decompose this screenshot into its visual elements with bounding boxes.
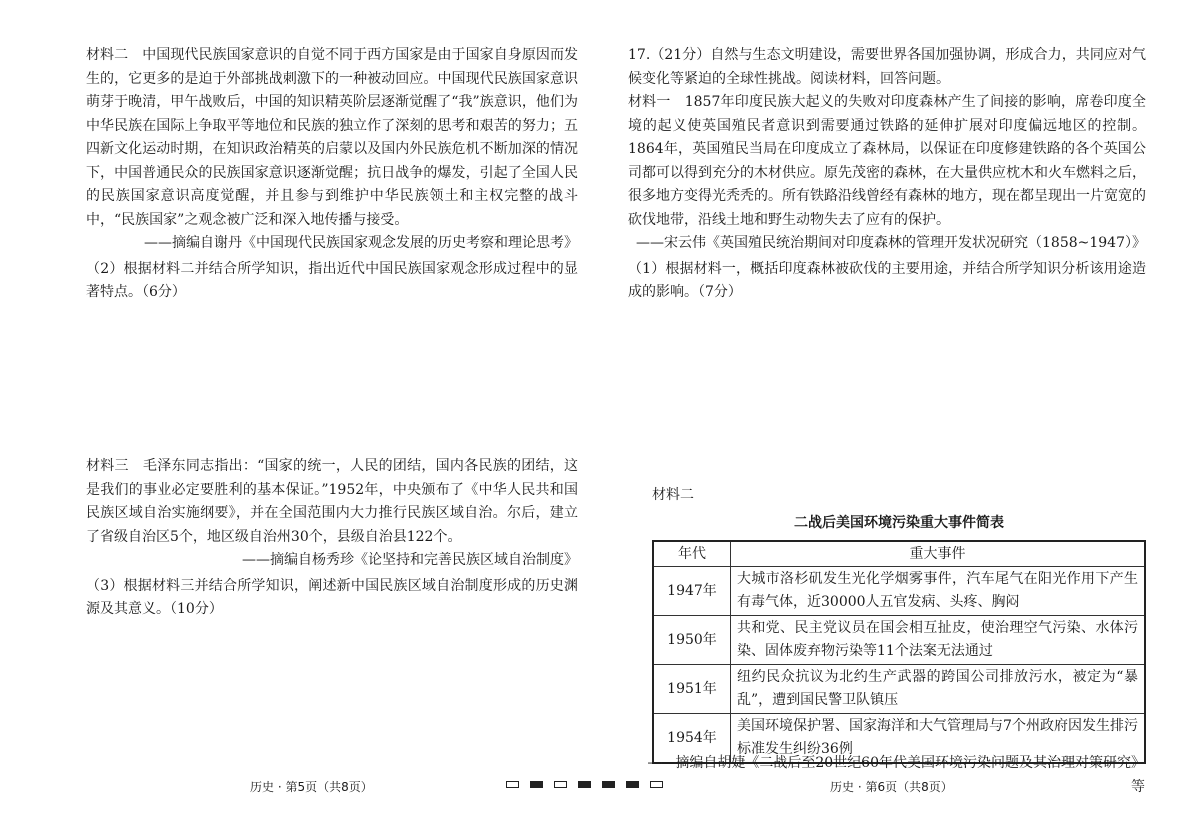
- binding-mark: [626, 781, 639, 788]
- table-cell-event: 大城市洛杉矶发生光化学烟雾事件，汽车尾气在阳光作用下产生有毒气体，近30000人五官发病、头疼、胸闷: [731, 567, 1146, 616]
- table-row: [653, 665, 1145, 714]
- table-title: 二战后美国环境污染重大事件简表: [794, 514, 1004, 531]
- table-header-year: 年代: [653, 541, 731, 567]
- binding-marks: [506, 781, 663, 788]
- binding-mark: [554, 781, 567, 788]
- right-column-top: [628, 44, 1146, 305]
- table-row: [653, 616, 1145, 665]
- question-17-1: （1）根据材料一，概括印度森林被砍伐的主要用途，并结合所学知识分析该用途造成的影响。（7分）: [628, 260, 1146, 300]
- material-2-text: 材料二 中国现代民族国家意识的自觉不同于西方国家是由于国家自身原因而发生的，它更多的是迫于外部挑战刺激下的一种被动回应。中国现代民族国家意识萌芽于晚清，甲午战败后，中国的知识精英阶层逐渐觉醒了“我”族意识，他们为中华民族在国际上争取平等地位和民族的独立作了深刻的思考和艰苦的努力；五四新文化运动时期，在知识政治精英的启蒙以及国内外民族危机不断加深的情况下，中国普通民众的民族国家意识逐渐觉醒；抗日战争的爆发，引起了全国人民的民族国家意识高度觉醒，并且参与到维护中华民族领土和主权完整的战斗中，“民族国家”之观念被广泛和深入地传播与接受。: [86, 47, 578, 228]
- left-column-top: [86, 44, 578, 305]
- table-cell-event: 美国环境保护署、国家海洋和大气管理局与7个州政府因发生排污标准发生纠纷36例: [731, 714, 1146, 764]
- question-3: （3）根据材料三并结合所学知识，阐述新中国民族区域自治制度形成的历史渊源及其意义。（10分）: [86, 577, 578, 617]
- question-2: （2）根据材料二并结合所学知识，指出近代中国民族国家观念形成过程中的显著特点。（6分）: [86, 260, 578, 300]
- material-1-source: ——宋云伟《英国殖民统治期间对印度森林的管理开发状况研究（1858~1947）》: [636, 235, 1146, 251]
- events-table: [652, 540, 1146, 764]
- binding-mark: [602, 781, 615, 788]
- table-cell-year: 1947年: [653, 567, 731, 616]
- material-1-text: 材料一 1857年印度民族大起义的失败对印度森林产生了间接的影响，席卷印度全境的起义使英国殖民者意识到需要通过铁路的延伸扩展对印度偏远地区的控制。1864年，英国殖民当局在印度成立了森林局，以保证在印度修建铁路的各个英国公司都可以得到充分的木材供应。原先茂密的森林，在大量供应枕木和火车燃料之后，很多地方变得光秃秃的。所有铁路沿线曾经有森林的地方，现在都呈现出一片宽宽的砍伐地带，沿线土地和野生动物失去了应有的保护。: [628, 94, 1146, 228]
- right-column-table-section: [652, 484, 1146, 764]
- material-3-source: ——摘编自杨秀珍《论坚持和完善民族区域自治制度》: [242, 552, 578, 568]
- binding-mark: [530, 781, 543, 788]
- binding-mark: [506, 781, 519, 788]
- binding-mark: [650, 781, 663, 788]
- table-source: ——摘编自胡婕《二战后至20世纪60年代美国环境污染问题及其治理对策研究》等: [647, 755, 1145, 795]
- table-header-event: 重大事件: [731, 541, 1146, 567]
- table-cell-year: 1951年: [653, 665, 731, 714]
- table-row: [653, 567, 1145, 616]
- page-footer-left: 历史 · 第5页（共8页）: [250, 780, 373, 794]
- left-column-middle: [86, 455, 578, 622]
- table-cell-year: 1950年: [653, 616, 731, 665]
- table-cell-event: 纽约民众抗议为北约生产武器的跨国公司排放污水，被定为“暴乱”，遭到国民警卫队镇压: [731, 665, 1146, 714]
- question-17-intro: 17.（21分）自然与生态文明建设，需要世界各国加强协调，形成合力，共同应对气候变化等紧迫的全球性挑战。阅读材料，回答问题。: [628, 47, 1146, 87]
- binding-mark: [578, 781, 591, 788]
- page-footer-right: 历史 · 第6页（共8页）: [830, 780, 953, 794]
- table-cell-event: 共和党、民主党议员在国会相互扯皮，使治理空气污染、水体污染、固体废弃物污染等11个法案无法通过: [731, 616, 1146, 665]
- table-header-row: [653, 541, 1145, 567]
- table-cell-year: 1954年: [653, 714, 731, 764]
- material-2-label: 材料二: [652, 487, 694, 503]
- material-2-source: ——摘编自谢丹《中国现代民族国家观念发展的历史考察和理论思考》: [144, 235, 578, 251]
- material-3-text: 材料三 毛泽东同志指出：“国家的统一，人民的团结，国内各民族的团结，这是我们的事业必定要胜利的基本保证。”1952年，中央颁布了《中华人民共和国民族区域自治实施纲要》，并在全国范围内大力推行民族区域自治。尔后，建立了省级自治区5个，地区级自治州30个，县级自治县122个。: [86, 458, 578, 545]
